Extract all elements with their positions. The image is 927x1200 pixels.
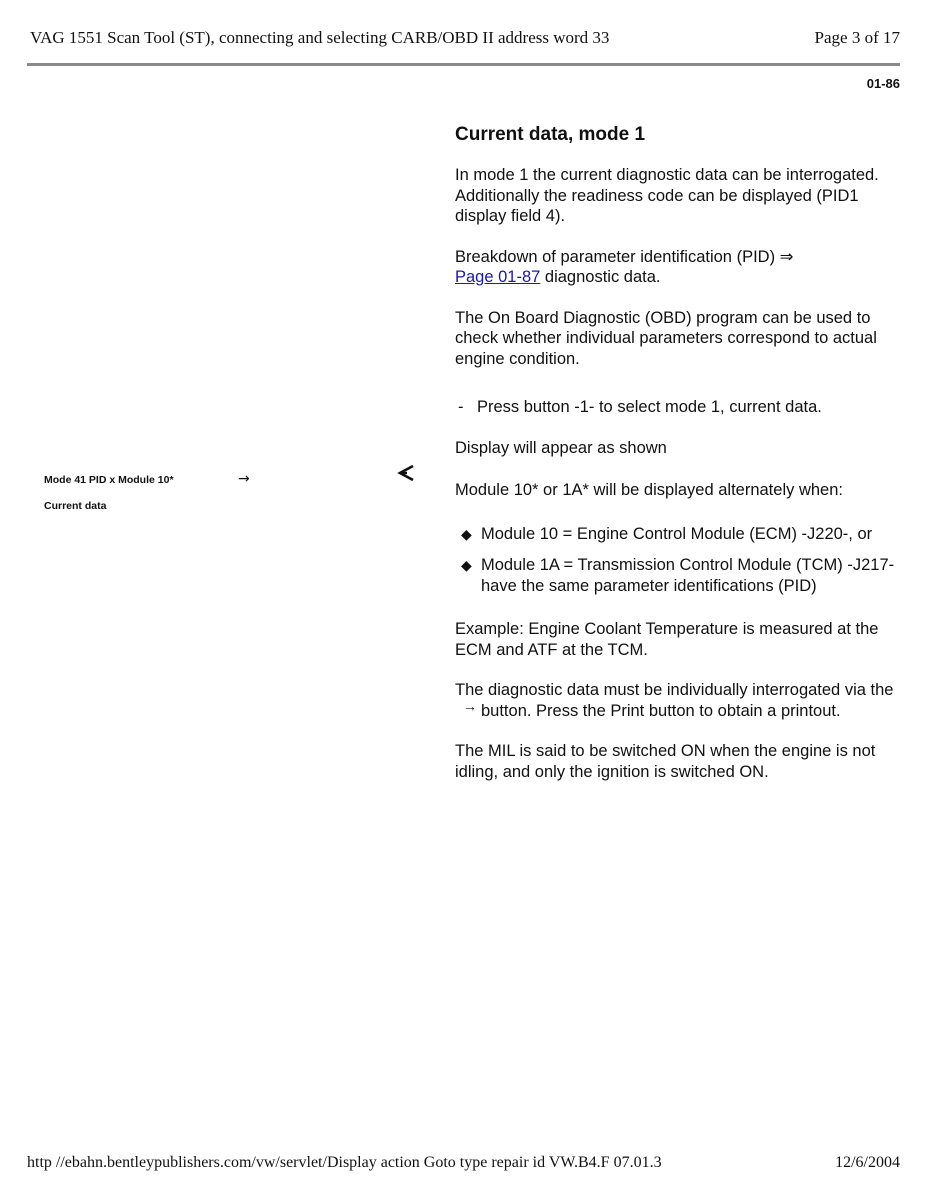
list-item-text: Module 10 = Engine Control Module (ECM) -J220-, or	[481, 524, 873, 543]
obd-paragraph: The On Board Diagnostic (OBD) program can be used to check whether individual parameters correspond to actual engine condition.	[455, 308, 877, 368]
page-header-title: VAG 1551 Scan Tool (ST), connecting and selecting CARB/OBD II address word 33	[30, 28, 610, 47]
diagnostic-paragraph	[455, 680, 900, 721]
step-item	[455, 397, 900, 418]
section-heading: Current data, mode 1	[455, 124, 646, 145]
module-note: Module 10* or 1A* will be displayed alternately when:	[455, 481, 843, 499]
list-item	[455, 524, 900, 545]
footer-date: 12/6/2004	[835, 1154, 900, 1171]
page-code: 01-86	[866, 76, 900, 91]
example-paragraph: Example: Engine Coolant Temperature is measured at the ECM and ATF at the TCM.	[455, 620, 879, 659]
list-item-text: Module 1A = Transmission Control Module (TCM) -J217- have the same parameter identifications (PID)	[481, 556, 895, 595]
list-item	[455, 555, 900, 596]
diamond-bullet-icon: ◆	[461, 525, 472, 542]
step-dash: -	[458, 398, 464, 416]
diamond-bullet-icon: ◆	[461, 557, 472, 573]
diag-text-a: The diagnostic data must be individually interrogated via the	[455, 681, 894, 699]
footer-url: http //ebahn.bentleypublishers.com/vw/servlet/Display action Goto type repair id VW.B4.F 07.01.3	[27, 1154, 662, 1171]
page-footer	[27, 1154, 900, 1172]
step-text: Press button -1- to select mode 1, current data.	[477, 398, 822, 416]
display-note: Display will appear as shown	[455, 438, 667, 457]
intro-paragraph: In mode 1 the current diagnostic data can be interrogated. Additionally the readiness code can be displayed (PID1 display field 4).	[455, 166, 879, 225]
pid-paragraph	[455, 247, 900, 288]
header-divider	[27, 63, 900, 66]
page-01-87-link[interactable]: Page 01-87	[455, 268, 541, 286]
pid-tail: diagnostic data.	[540, 268, 661, 286]
arrow-button-icon: →	[463, 697, 477, 714]
display-line-2: Current data	[44, 500, 107, 512]
pointer-icon	[397, 465, 415, 481]
module-list	[455, 524, 900, 597]
main-content	[455, 123, 900, 802]
display-arrow-icon: →	[238, 471, 250, 487]
diag-text-b: button. Press the Print button to obtain a printout.	[481, 701, 841, 720]
page-number: Page 3 of 17	[814, 28, 900, 47]
mil-paragraph: The MIL is said to be switched ON when the engine is not idling, and only the ignition is switched ON.	[455, 742, 876, 781]
pid-text: Breakdown of parameter identification (PID) ⇒	[455, 247, 794, 266]
display-line-1: Mode 41 PID x Module 10*	[44, 474, 174, 486]
